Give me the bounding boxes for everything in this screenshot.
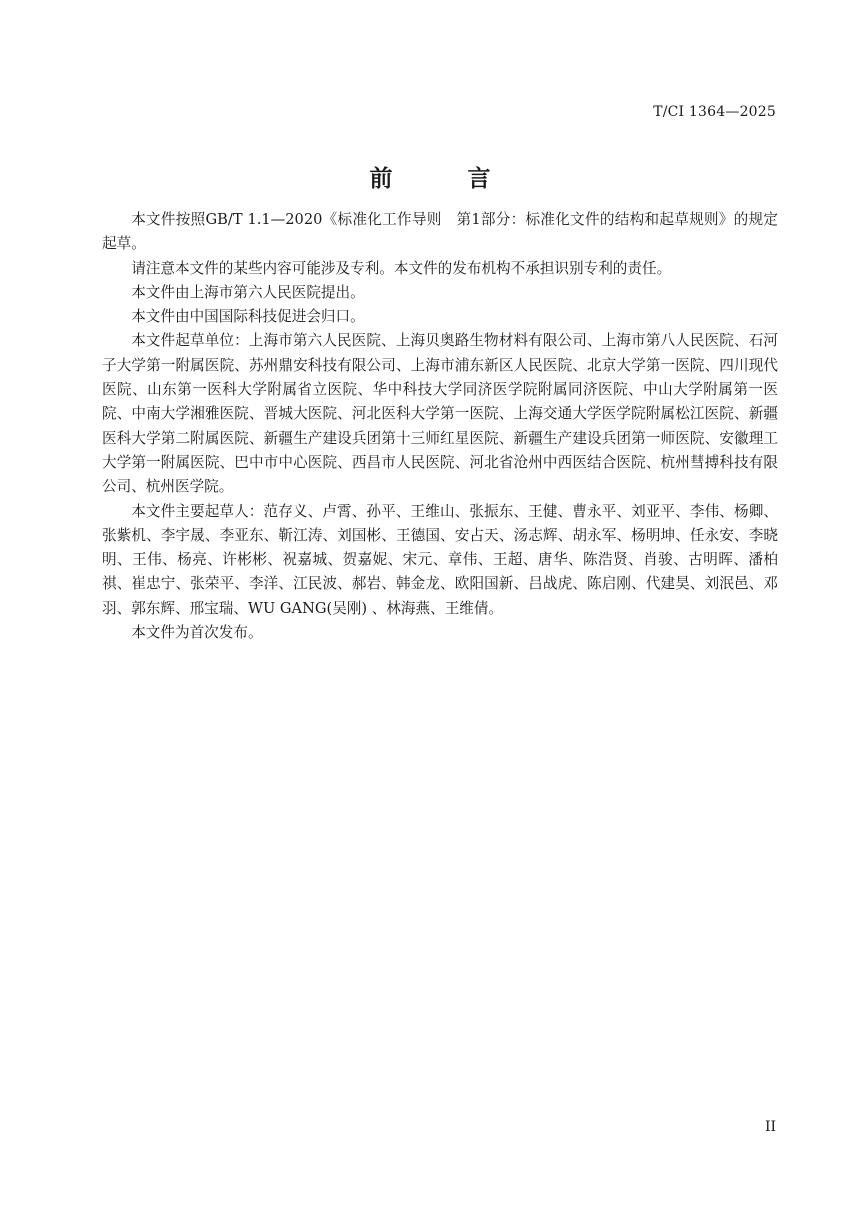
preface-body — [102, 208, 778, 645]
paragraph-drafting-rules: 本文件按照GB/T 1.1—2020《标准化工作导则 第1部分：标准化文件的结构和起草规则》的规定起草。 — [102, 211, 778, 253]
paragraph-patent-notice: 请注意本文件的某些内容可能涉及专利。本文件的发布机构不承担识别专利的责任。 — [131, 259, 672, 277]
paragraph-administrator: 本文件由中国国际科技促进会归口。 — [131, 308, 365, 326]
paragraph-drafters: 本文件主要起草人：范存义、卢霄、孙平、王维山、张振东、王健、曹永平、刘亚平、李伟、杨卿、张紫机、李宇晟、李亚东、靳江涛、刘国彬、王德国、安占天、汤志辉、胡永军、杨明坤、任永安、李晓明、王伟、杨亮、许彬彬、祝嘉城、贺嘉妮、宋元、章伟、王超、唐华、陈浩贤、肖骏、古明晖、潘柏祺、崔忠宁、张荣平、李洋、江民波、郝岩、韩金龙、欧阳国新、吕战虎、陈启刚、代建昊、刘泯邑、邓羽、郭东辉、邢宝瑞、WU GANG(吴刚) 、林海燕、王维倩。 — [102, 502, 778, 617]
paragraph-proposer: 本文件由上海市第六人民医院提出。 — [131, 283, 365, 301]
page-number: II — [764, 1119, 776, 1135]
page-title: 前 言 — [369, 165, 517, 192]
paragraph-drafting-units: 本文件起草单位：上海市第六人民医院、上海贝奥路生物材料有限公司、上海市第八人民医院、石河子大学第一附属医院、苏州鼎安科技有限公司、上海市浦东新区人民医院、北京大学第一医院、四川现代医院、山东第一医科大学附属省立医院、华中科技大学同济医学院附属同济医院、中山大学附属第一医院、中南大学湘雅医院、晋城大医院、河北医科大学第一医院、上海交通大学医学院附属松江医院、新疆医科大学第二附属医院、新疆生产建设兵团第十三师红星医院、新疆生产建设兵团第一师医院、安徽理工大学第一附属医院、巴中市中心医院、西昌市人民医院、河北省沧州中西医结合医院、杭州彗搏科技有限公司、杭州医学院。 — [102, 332, 778, 496]
standard-code: T/CI 1364—2025 — [653, 104, 776, 120]
paragraph-first-release: 本文件为首次发布。 — [131, 624, 263, 642]
